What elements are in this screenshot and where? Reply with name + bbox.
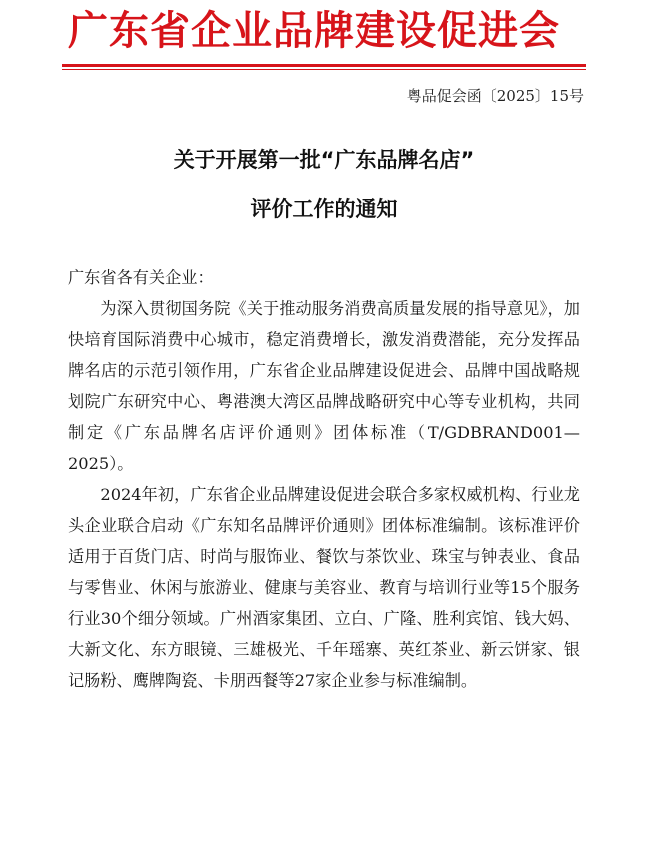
letterhead-red-rule — [62, 64, 586, 67]
document-body — [68, 262, 580, 696]
organization-name: 广东省企业品牌建设促进会 — [68, 7, 560, 54]
document-title-line-1: 关于开展第一批“广东品牌名店” — [173, 148, 475, 172]
document-number: 粤品促会函〔2025〕15号 — [406, 87, 584, 105]
body-paragraph-2: 2024年初，广东省企业品牌建设促进会联合多家权威机构、行业龙头企业联合启动《广东知名品牌评价通则》团体标准编制。该标准评价适用于百货门店、时尚与服饰业、餐饮与茶饮业、珠宝与钟表业、食品与零售业、休闲与旅游业、健康与美容业、教育与培训行业等15个服务行业30个细分领域。广州酒家集团、立白、广隆、胜利宾馆、钱大妈、大新文化、东方眼镜、三雄极光、千年瑶寨、英红茶业、新云饼家、银记肠粉、鹰牌陶瓷、卡朋西餐等27家企业参与标准编制。 — [68, 485, 580, 690]
salutation: 广东省各有关企业： — [68, 268, 214, 287]
letterhead-red-rule-thin — [62, 69, 586, 70]
letterhead — [0, 0, 648, 75]
document-title-line-2: 评价工作的通知 — [250, 197, 398, 221]
body-paragraph-1: 为深入贯彻国务院《关于推动服务消费高质量发展的指导意见》，加快培育国际消费中心城市，稳定消费增长，激发消费潜能，充分发挥品牌名店的示范引领作用，广东省企业品牌建设促进会、品牌中国战略规划院广东研究中心、粤港澳大湾区品牌战略研究中心等专业机构，共同制定《广东品牌名店评价通则》团体标准（T/GDBRAND001—2025）。 — [68, 299, 580, 473]
